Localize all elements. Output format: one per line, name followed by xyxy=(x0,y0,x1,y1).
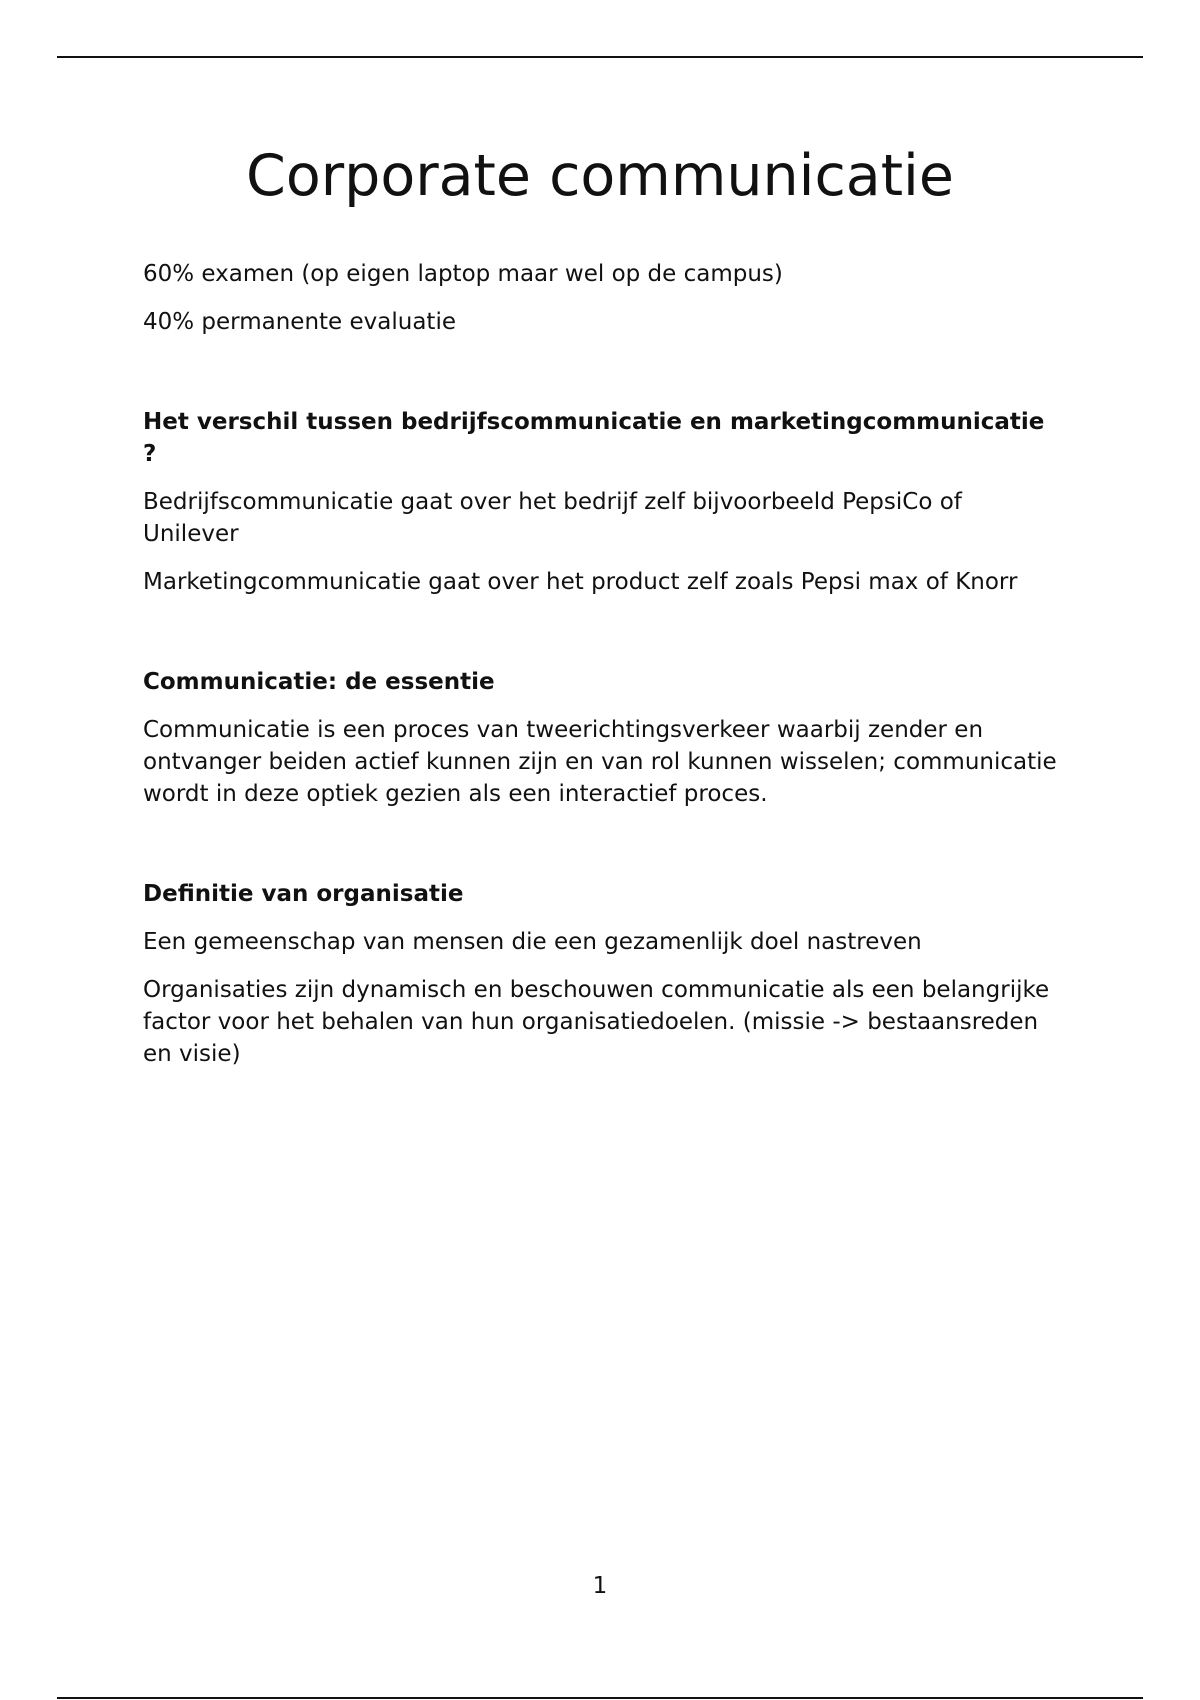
document-body xyxy=(143,258,1063,1086)
footer-rule xyxy=(57,1697,1143,1699)
section-spacer xyxy=(143,614,1063,666)
section-definition xyxy=(143,878,1063,1070)
section-paragraph: Bedrijfscommunicatie gaat over het bedrijf zelf bijvoorbeeld PepsiCo of Unilever xyxy=(143,489,962,547)
section-paragraph: Organisaties zijn dynamisch en beschouwen communicatie als een belangrijke factor voor het behalen van hun organisatiedoelen. (missie -> bestaansreden en visie) xyxy=(143,977,1050,1067)
section-heading: Het verschil tussen bedrijfscommunicatie en marketingcommunicatie ? xyxy=(143,409,1045,467)
section-essence xyxy=(143,666,1063,810)
section-paragraph: Communicatie is een proces van tweerichtingsverkeer waarbij zender en ontvanger beiden actief kunnen zijn en van rol kunnen wisselen; communicatie wordt in deze optiek gezien als een interactief proces. xyxy=(143,717,1057,807)
section-paragraph: Marketingcommunicatie gaat over het product zelf zoals Pepsi max of Knorr xyxy=(143,569,1018,595)
section-spacer xyxy=(143,354,1063,406)
header-rule xyxy=(57,56,1143,58)
page-title: Corporate communicatie xyxy=(246,143,954,209)
page-number: 1 xyxy=(592,1573,608,1599)
section-paragraph: Een gemeenschap van mensen die een gezamenlijk doel nastreven xyxy=(143,929,922,955)
section-heading: Definitie van organisatie xyxy=(143,881,464,907)
section-difference xyxy=(143,406,1063,598)
section-spacer xyxy=(143,826,1063,878)
intro-line-exam: 60% examen (op eigen laptop maar wel op de campus) xyxy=(143,261,783,287)
intro-line-evaluation: 40% permanente evaluatie xyxy=(143,309,456,335)
section-heading: Communicatie: de essentie xyxy=(143,669,495,695)
